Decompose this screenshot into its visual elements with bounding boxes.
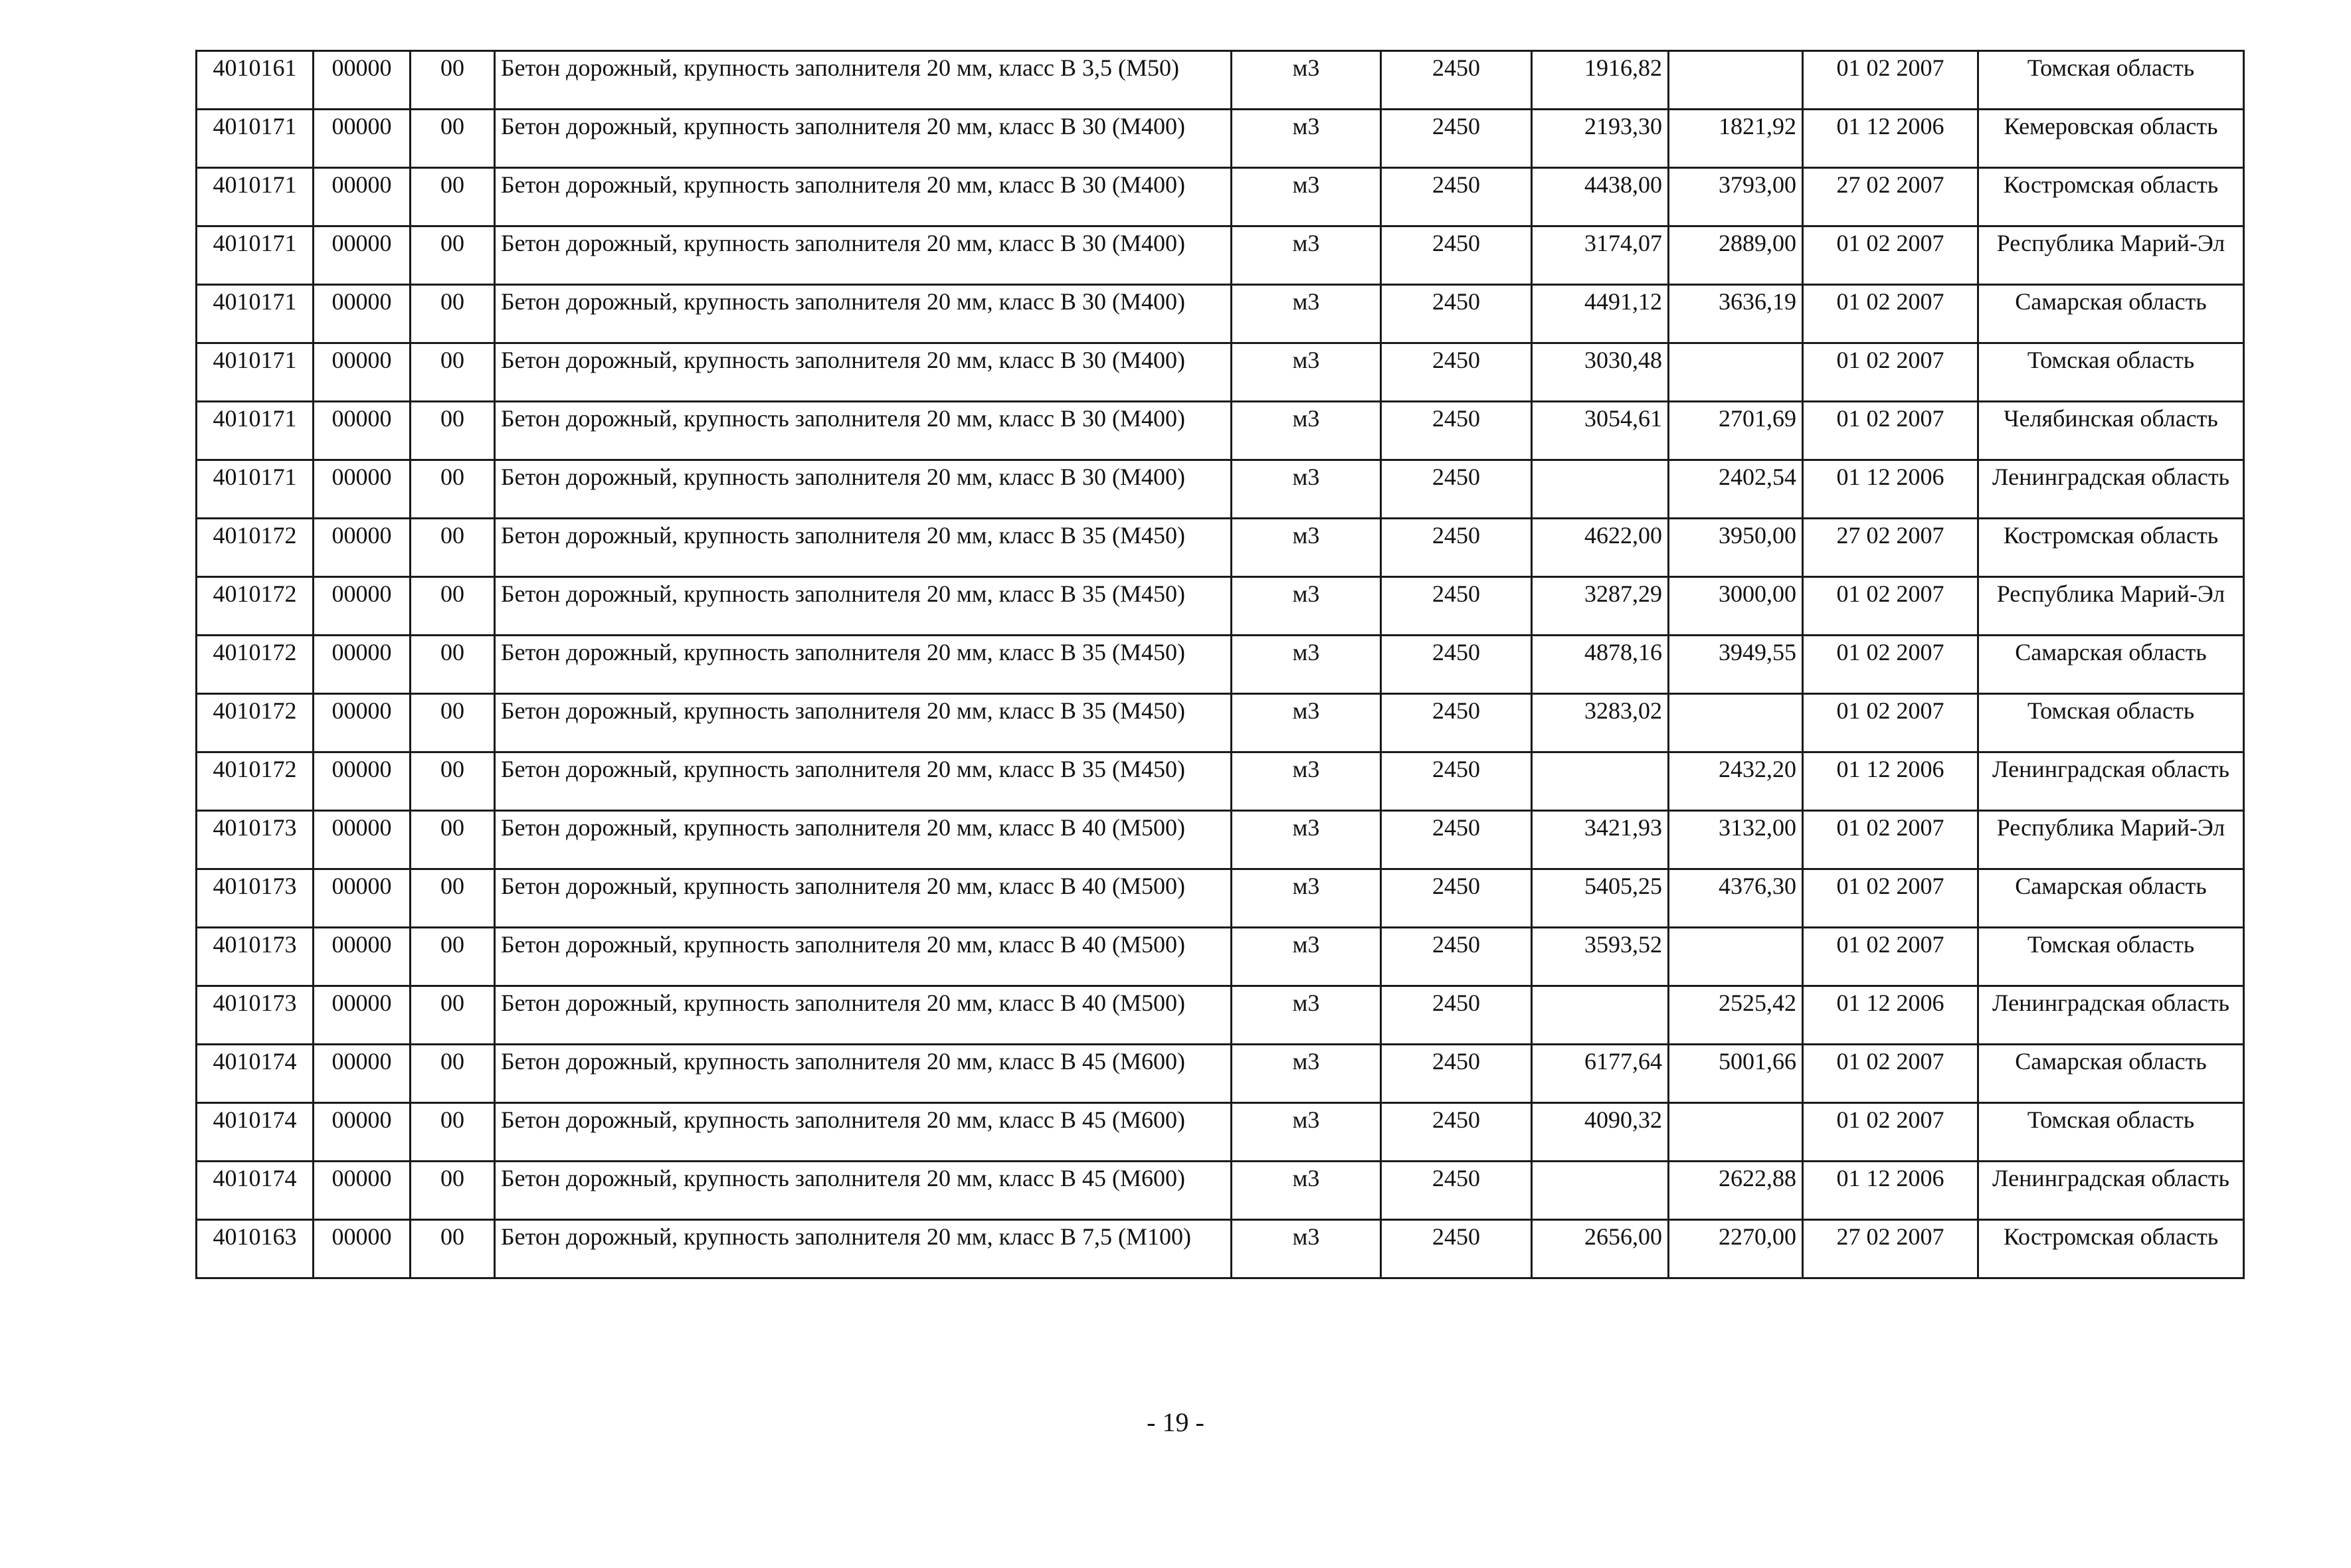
cell-material-name: Бетон дорожный, крупность заполнителя 20 мм, класс В 35 (М450) <box>495 519 1232 577</box>
cell-material-name: Бетон дорожный, крупность заполнителя 20 мм, класс В 35 (М450) <box>495 577 1232 636</box>
cell-price-with-vat: 3030,48 <box>1532 343 1669 402</box>
table-row <box>197 519 2244 577</box>
cell-price-without-vat: 2525,42 <box>1669 986 1803 1045</box>
cell-norm: 2450 <box>1381 694 1532 752</box>
cell-date: 01 12 2006 <box>1803 986 1978 1045</box>
table-row <box>197 1220 2244 1278</box>
cell-material-name: Бетон дорожный, крупность заполнителя 20 мм, класс В 30 (М400) <box>495 460 1232 519</box>
cell-date: 01 02 2007 <box>1803 1045 1978 1103</box>
cell-number: 00 <box>411 577 495 636</box>
cell-subcode: 00000 <box>314 811 411 869</box>
cell-code: 4010172 <box>197 636 314 694</box>
table-row <box>197 1045 2244 1103</box>
cell-norm: 2450 <box>1381 51 1532 110</box>
cell-price-with-vat: 4878,16 <box>1532 636 1669 694</box>
cell-date: 01 12 2006 <box>1803 110 1978 168</box>
cell-price-without-vat <box>1669 343 1803 402</box>
cell-subcode: 00000 <box>314 928 411 986</box>
cell-material-name: Бетон дорожный, крупность заполнителя 20 мм, класс В 35 (М450) <box>495 694 1232 752</box>
table-row <box>197 636 2244 694</box>
cell-unit: м3 <box>1232 577 1381 636</box>
table-row <box>197 1162 2244 1220</box>
cell-region: Самарская область <box>1978 285 2244 343</box>
cell-price-with-vat: 4090,32 <box>1532 1103 1669 1162</box>
cell-number: 00 <box>411 402 495 460</box>
cell-date: 27 02 2007 <box>1803 168 1978 226</box>
cell-price-without-vat: 5001,66 <box>1669 1045 1803 1103</box>
cell-number: 00 <box>411 1220 495 1278</box>
cell-unit: м3 <box>1232 636 1381 694</box>
cell-region: Томская область <box>1978 694 2244 752</box>
cell-material-name: Бетон дорожный, крупность заполнителя 20 мм, класс В 45 (М600) <box>495 1103 1232 1162</box>
table-row <box>197 577 2244 636</box>
cell-date: 27 02 2007 <box>1803 519 1978 577</box>
cell-price-with-vat: 3283,02 <box>1532 694 1669 752</box>
cell-norm: 2450 <box>1381 986 1532 1045</box>
cell-number: 00 <box>411 226 495 285</box>
cell-norm: 2450 <box>1381 460 1532 519</box>
cell-date: 01 02 2007 <box>1803 402 1978 460</box>
cell-number: 00 <box>411 1162 495 1220</box>
cell-material-name: Бетон дорожный, крупность заполнителя 20 мм, класс В 45 (М600) <box>495 1162 1232 1220</box>
cell-subcode: 00000 <box>314 1162 411 1220</box>
cell-number: 00 <box>411 928 495 986</box>
cell-norm: 2450 <box>1381 168 1532 226</box>
cell-number: 00 <box>411 168 495 226</box>
cell-code: 4010171 <box>197 343 314 402</box>
cell-region: Кемеровская область <box>1978 110 2244 168</box>
cell-material-name: Бетон дорожный, крупность заполнителя 20 мм, класс В 30 (М400) <box>495 226 1232 285</box>
cell-material-name: Бетон дорожный, крупность заполнителя 20 мм, класс В 30 (М400) <box>495 285 1232 343</box>
cell-number: 00 <box>411 343 495 402</box>
cell-material-name: Бетон дорожный, крупность заполнителя 20 мм, класс В 35 (М450) <box>495 636 1232 694</box>
cell-subcode: 00000 <box>314 636 411 694</box>
cell-subcode: 00000 <box>314 402 411 460</box>
cell-date: 01 02 2007 <box>1803 226 1978 285</box>
cell-material-name: Бетон дорожный, крупность заполнителя 20 мм, класс В 40 (М500) <box>495 869 1232 928</box>
cell-norm: 2450 <box>1381 1162 1532 1220</box>
table-row <box>197 928 2244 986</box>
cell-region: Ленинградская область <box>1978 986 2244 1045</box>
price-table <box>195 50 2245 1279</box>
cell-unit: м3 <box>1232 1103 1381 1162</box>
cell-date: 01 12 2006 <box>1803 1162 1978 1220</box>
table-row <box>197 869 2244 928</box>
cell-price-with-vat: 2193,30 <box>1532 110 1669 168</box>
cell-region: Самарская область <box>1978 636 2244 694</box>
cell-price-with-vat: 5405,25 <box>1532 869 1669 928</box>
cell-subcode: 00000 <box>314 752 411 811</box>
cell-code: 4010171 <box>197 226 314 285</box>
cell-date: 01 12 2006 <box>1803 460 1978 519</box>
cell-norm: 2450 <box>1381 577 1532 636</box>
cell-date: 01 12 2006 <box>1803 752 1978 811</box>
cell-region: Ленинградская область <box>1978 752 2244 811</box>
cell-region: Челябинская область <box>1978 402 2244 460</box>
cell-norm: 2450 <box>1381 869 1532 928</box>
cell-number: 00 <box>411 51 495 110</box>
cell-material-name: Бетон дорожный, крупность заполнителя 20 мм, класс В 30 (М400) <box>495 168 1232 226</box>
cell-code: 4010174 <box>197 1045 314 1103</box>
cell-subcode: 00000 <box>314 285 411 343</box>
cell-number: 00 <box>411 869 495 928</box>
cell-region: Ленинградская область <box>1978 1162 2244 1220</box>
cell-unit: м3 <box>1232 694 1381 752</box>
cell-price-without-vat: 2402,54 <box>1669 460 1803 519</box>
cell-unit: м3 <box>1232 869 1381 928</box>
cell-price-with-vat: 1916,82 <box>1532 51 1669 110</box>
cell-region: Республика Марий-Эл <box>1978 226 2244 285</box>
cell-norm: 2450 <box>1381 226 1532 285</box>
cell-region: Самарская область <box>1978 1045 2244 1103</box>
cell-price-without-vat: 2889,00 <box>1669 226 1803 285</box>
cell-norm: 2450 <box>1381 110 1532 168</box>
cell-price-without-vat: 4376,30 <box>1669 869 1803 928</box>
table-row <box>197 285 2244 343</box>
cell-subcode: 00000 <box>314 986 411 1045</box>
cell-code: 4010161 <box>197 51 314 110</box>
cell-unit: м3 <box>1232 1220 1381 1278</box>
cell-number: 00 <box>411 460 495 519</box>
cell-code: 4010173 <box>197 928 314 986</box>
cell-material-name: Бетон дорожный, крупность заполнителя 20 мм, класс В 40 (М500) <box>495 986 1232 1045</box>
cell-norm: 2450 <box>1381 752 1532 811</box>
cell-code: 4010172 <box>197 694 314 752</box>
cell-price-with-vat: 3174,07 <box>1532 226 1669 285</box>
cell-number: 00 <box>411 519 495 577</box>
cell-price-with-vat <box>1532 986 1669 1045</box>
cell-price-without-vat: 3000,00 <box>1669 577 1803 636</box>
cell-code: 4010173 <box>197 811 314 869</box>
cell-unit: м3 <box>1232 519 1381 577</box>
cell-material-name: Бетон дорожный, крупность заполнителя 20 мм, класс В 7,5 (М100) <box>495 1220 1232 1278</box>
cell-unit: м3 <box>1232 1162 1381 1220</box>
cell-date: 01 02 2007 <box>1803 51 1978 110</box>
table-row <box>197 460 2244 519</box>
cell-price-without-vat: 3636,19 <box>1669 285 1803 343</box>
cell-region: Самарская область <box>1978 869 2244 928</box>
cell-price-without-vat: 3949,55 <box>1669 636 1803 694</box>
cell-norm: 2450 <box>1381 285 1532 343</box>
cell-price-with-vat: 2656,00 <box>1532 1220 1669 1278</box>
cell-unit: м3 <box>1232 285 1381 343</box>
cell-material-name: Бетон дорожный, крупность заполнителя 20 мм, класс В 45 (М600) <box>495 1045 1232 1103</box>
cell-code: 4010173 <box>197 869 314 928</box>
cell-code: 4010172 <box>197 577 314 636</box>
cell-number: 00 <box>411 1103 495 1162</box>
cell-unit: м3 <box>1232 168 1381 226</box>
table-row <box>197 110 2244 168</box>
cell-price-without-vat: 1821,92 <box>1669 110 1803 168</box>
cell-unit: м3 <box>1232 928 1381 986</box>
cell-price-without-vat: 3950,00 <box>1669 519 1803 577</box>
cell-subcode: 00000 <box>314 869 411 928</box>
cell-code: 4010171 <box>197 168 314 226</box>
cell-material-name: Бетон дорожный, крупность заполнителя 20 мм, класс В 40 (М500) <box>495 811 1232 869</box>
cell-number: 00 <box>411 752 495 811</box>
cell-norm: 2450 <box>1381 811 1532 869</box>
cell-price-without-vat: 2270,00 <box>1669 1220 1803 1278</box>
cell-price-with-vat: 4491,12 <box>1532 285 1669 343</box>
cell-norm: 2450 <box>1381 928 1532 986</box>
cell-price-without-vat: 3132,00 <box>1669 811 1803 869</box>
cell-number: 00 <box>411 1045 495 1103</box>
cell-subcode: 00000 <box>314 51 411 110</box>
cell-code: 4010172 <box>197 519 314 577</box>
cell-region: Томская область <box>1978 928 2244 986</box>
cell-material-name: Бетон дорожный, крупность заполнителя 20 мм, класс В 35 (М450) <box>495 752 1232 811</box>
cell-region: Томская область <box>1978 1103 2244 1162</box>
cell-norm: 2450 <box>1381 402 1532 460</box>
cell-number: 00 <box>411 285 495 343</box>
cell-price-with-vat: 6177,64 <box>1532 1045 1669 1103</box>
cell-number: 00 <box>411 986 495 1045</box>
cell-material-name: Бетон дорожный, крупность заполнителя 20 мм, класс В 3,5 (М50) <box>495 51 1232 110</box>
cell-date: 01 02 2007 <box>1803 577 1978 636</box>
cell-code: 4010163 <box>197 1220 314 1278</box>
cell-subcode: 00000 <box>314 1220 411 1278</box>
table-row <box>197 986 2244 1045</box>
cell-price-with-vat: 3054,61 <box>1532 402 1669 460</box>
cell-unit: м3 <box>1232 811 1381 869</box>
cell-subcode: 00000 <box>314 519 411 577</box>
cell-date: 01 02 2007 <box>1803 928 1978 986</box>
cell-price-without-vat: 2432,20 <box>1669 752 1803 811</box>
cell-number: 00 <box>411 694 495 752</box>
cell-price-with-vat: 3593,52 <box>1532 928 1669 986</box>
cell-price-with-vat <box>1532 752 1669 811</box>
cell-subcode: 00000 <box>314 1045 411 1103</box>
page-number: - 19 - <box>1147 1407 1204 1437</box>
cell-code: 4010173 <box>197 986 314 1045</box>
cell-price-without-vat: 2622,88 <box>1669 1162 1803 1220</box>
cell-unit: м3 <box>1232 343 1381 402</box>
cell-price-without-vat: 2701,69 <box>1669 402 1803 460</box>
cell-norm: 2450 <box>1381 636 1532 694</box>
cell-price-with-vat: 3421,93 <box>1532 811 1669 869</box>
cell-norm: 2450 <box>1381 343 1532 402</box>
cell-price-without-vat <box>1669 928 1803 986</box>
cell-date: 01 02 2007 <box>1803 811 1978 869</box>
cell-code: 4010174 <box>197 1162 314 1220</box>
cell-material-name: Бетон дорожный, крупность заполнителя 20 мм, класс В 30 (М400) <box>495 402 1232 460</box>
cell-material-name: Бетон дорожный, крупность заполнителя 20 мм, класс В 40 (М500) <box>495 928 1232 986</box>
cell-region: Республика Марий-Эл <box>1978 811 2244 869</box>
cell-unit: м3 <box>1232 1045 1381 1103</box>
cell-subcode: 00000 <box>314 343 411 402</box>
cell-unit: м3 <box>1232 110 1381 168</box>
cell-price-with-vat: 4622,00 <box>1532 519 1669 577</box>
cell-region: Томская область <box>1978 343 2244 402</box>
cell-unit: м3 <box>1232 460 1381 519</box>
cell-code: 4010171 <box>197 285 314 343</box>
cell-material-name: Бетон дорожный, крупность заполнителя 20 мм, класс В 30 (М400) <box>495 110 1232 168</box>
cell-date: 01 02 2007 <box>1803 636 1978 694</box>
cell-subcode: 00000 <box>314 694 411 752</box>
cell-unit: м3 <box>1232 752 1381 811</box>
cell-price-without-vat <box>1669 51 1803 110</box>
cell-code: 4010172 <box>197 752 314 811</box>
cell-date: 01 02 2007 <box>1803 343 1978 402</box>
cell-unit: м3 <box>1232 402 1381 460</box>
cell-subcode: 00000 <box>314 168 411 226</box>
cell-unit: м3 <box>1232 226 1381 285</box>
cell-material-name: Бетон дорожный, крупность заполнителя 20 мм, класс В 30 (М400) <box>495 343 1232 402</box>
cell-date: 01 02 2007 <box>1803 285 1978 343</box>
cell-price-without-vat: 3793,00 <box>1669 168 1803 226</box>
cell-subcode: 00000 <box>314 577 411 636</box>
cell-unit: м3 <box>1232 51 1381 110</box>
cell-subcode: 00000 <box>314 460 411 519</box>
cell-code: 4010171 <box>197 460 314 519</box>
cell-price-with-vat: 4438,00 <box>1532 168 1669 226</box>
table-row <box>197 168 2244 226</box>
cell-price-with-vat: 3287,29 <box>1532 577 1669 636</box>
cell-date: 01 02 2007 <box>1803 1103 1978 1162</box>
cell-price-with-vat <box>1532 460 1669 519</box>
cell-number: 00 <box>411 636 495 694</box>
cell-date: 27 02 2007 <box>1803 1220 1978 1278</box>
cell-norm: 2450 <box>1381 1045 1532 1103</box>
cell-code: 4010174 <box>197 1103 314 1162</box>
cell-region: Ленинградская область <box>1978 460 2244 519</box>
cell-norm: 2450 <box>1381 519 1532 577</box>
table-body <box>197 51 2244 1278</box>
cell-number: 00 <box>411 110 495 168</box>
cell-subcode: 00000 <box>314 226 411 285</box>
cell-subcode: 00000 <box>314 110 411 168</box>
cell-code: 4010171 <box>197 110 314 168</box>
table-row <box>197 694 2244 752</box>
cell-price-without-vat <box>1669 694 1803 752</box>
cell-price-with-vat <box>1532 1162 1669 1220</box>
cell-code: 4010171 <box>197 402 314 460</box>
cell-region: Костромская область <box>1978 168 2244 226</box>
cell-region: Республика Марий-Эл <box>1978 577 2244 636</box>
table-row <box>197 811 2244 869</box>
cell-number: 00 <box>411 811 495 869</box>
table-row <box>197 51 2244 110</box>
table-row <box>197 1103 2244 1162</box>
cell-region: Костромская область <box>1978 1220 2244 1278</box>
cell-region: Томская область <box>1978 51 2244 110</box>
table-row <box>197 752 2244 811</box>
table-row <box>197 402 2244 460</box>
cell-subcode: 00000 <box>314 1103 411 1162</box>
cell-price-without-vat <box>1669 1103 1803 1162</box>
cell-date: 01 02 2007 <box>1803 694 1978 752</box>
table-row <box>197 226 2244 285</box>
table-row <box>197 343 2244 402</box>
cell-unit: м3 <box>1232 986 1381 1045</box>
cell-norm: 2450 <box>1381 1220 1532 1278</box>
cell-date: 01 02 2007 <box>1803 869 1978 928</box>
cell-norm: 2450 <box>1381 1103 1532 1162</box>
cell-region: Костромская область <box>1978 519 2244 577</box>
